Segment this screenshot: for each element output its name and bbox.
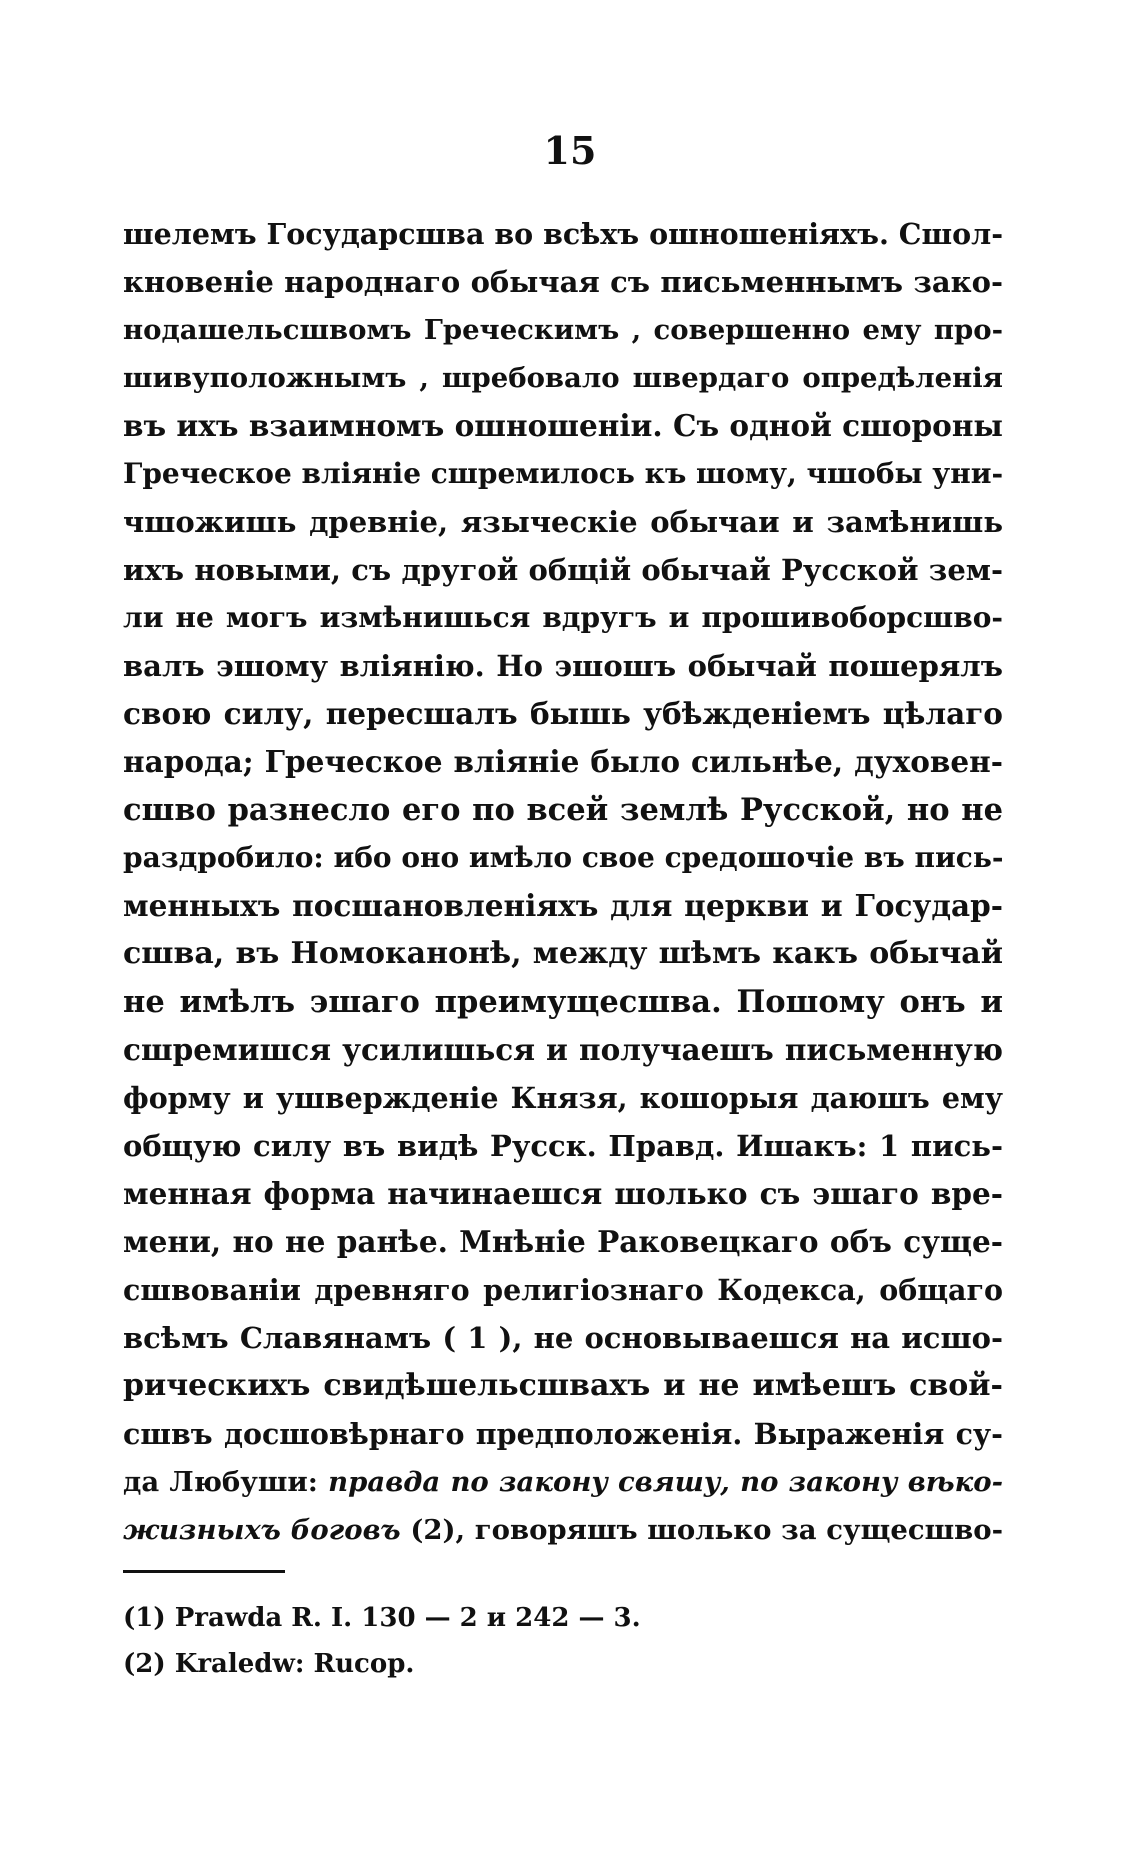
- text-line: [123, 1506, 1003, 1554]
- text-line: шивуположнымъ , шребовало швердаго опредѣленія: [123, 362, 1003, 394]
- text-line: ли не могъ измѣнишься вдругъ и прошивоборсшво-: [123, 601, 1003, 634]
- text-line: мени, но не ранѣе. Мнѣніе Раковецкаго объ суще-: [123, 1224, 1003, 1259]
- text-line: форму и ушвержденіе Князя, кошорыя даюшъ ему: [123, 1081, 1003, 1115]
- body-text: [123, 210, 1003, 1554]
- text-line: [123, 1458, 1003, 1506]
- footnote-1: (1) Prawda R. I. 130 — 2 и 242 — 3.: [123, 1603, 641, 1633]
- text-line: рическихъ свидѣшельсшвахъ и не имѣешъ свой-: [123, 1368, 1003, 1403]
- text-line: чшожишь древніе, языческіе обычаи и замѣнишь: [123, 505, 1003, 539]
- text-line: въ ихъ взаимномъ ошношеніи. Съ одной сшороны: [123, 408, 1003, 443]
- text-line: всѣмъ Славянамъ ( 1 ), не основываешся на исшо-: [123, 1321, 1003, 1355]
- italic-quote: правда по закону свяшу, по закону вѣко-: [328, 1466, 1003, 1498]
- text-line: ихъ новыми, съ другой общій обычай Русской зем-: [123, 553, 1003, 587]
- footnote-2: (2) Kraledw: Rucop.: [123, 1649, 415, 1679]
- text-line: Греческое вліяніе сшремилось къ шому, чшобы уни-: [123, 457, 1004, 490]
- page-number: 15: [543, 128, 597, 173]
- text-line: сшвъ досшовѣрнаго предположенія. Выраженія су-: [123, 1417, 1003, 1451]
- text-line: народа; Греческое вліяніе было сильнѣе, духовен-: [123, 744, 1003, 779]
- text-line: менныхъ посшановленіяхъ для церкви и Государ-: [123, 888, 1003, 923]
- text-line: свою силу, пересшалъ бышь убѣжденіемъ цѣлаго: [123, 696, 1003, 731]
- text-line: сшва, въ Номоканонѣ, между шѣмъ какъ обычай: [123, 936, 1003, 971]
- text-line: шелемъ Государсшва во всѣхъ ошношеніяхъ. Сшол-: [123, 217, 1004, 251]
- text-line: нодашельсшвомъ Греческимъ , совершенно ему про-: [123, 314, 1003, 346]
- italic-quote: жизныхъ боговъ: [123, 1514, 401, 1546]
- text-line: сшвованіи древняго религіознаго Кодекса, общаго: [123, 1273, 1003, 1307]
- text-line: общую силу въ видѣ Русск. Правд. Ишакъ: 1 пись-: [123, 1129, 1003, 1163]
- text-line: валъ эшому вліянію. Но эшошъ обычай пошерялъ: [123, 649, 1003, 683]
- text-line: сшво разнесло его по всей землѣ Русской, но не: [123, 792, 1003, 828]
- footnote-rule: [123, 1570, 285, 1573]
- text-line: менная форма начинаешся шолько съ эшаго вре-: [123, 1176, 1003, 1211]
- text-line: раздробило: ибо оно имѣло свое средошочіе въ пись-: [123, 841, 1004, 874]
- text-run: да Любуши:: [123, 1466, 329, 1498]
- text-run: (2), говоряшъ шолько за сущесшво-: [400, 1514, 1003, 1546]
- text-line: сшремишся усилишься и получаешъ письменную: [123, 1032, 1003, 1067]
- text-line: кновеніе народнаго обычая съ письменнымъ зако-: [123, 265, 1003, 299]
- text-line: не имѣлъ эшаго преимущесшва. Пошому онъ и: [123, 984, 1003, 1020]
- footnotes: [123, 1595, 823, 1687]
